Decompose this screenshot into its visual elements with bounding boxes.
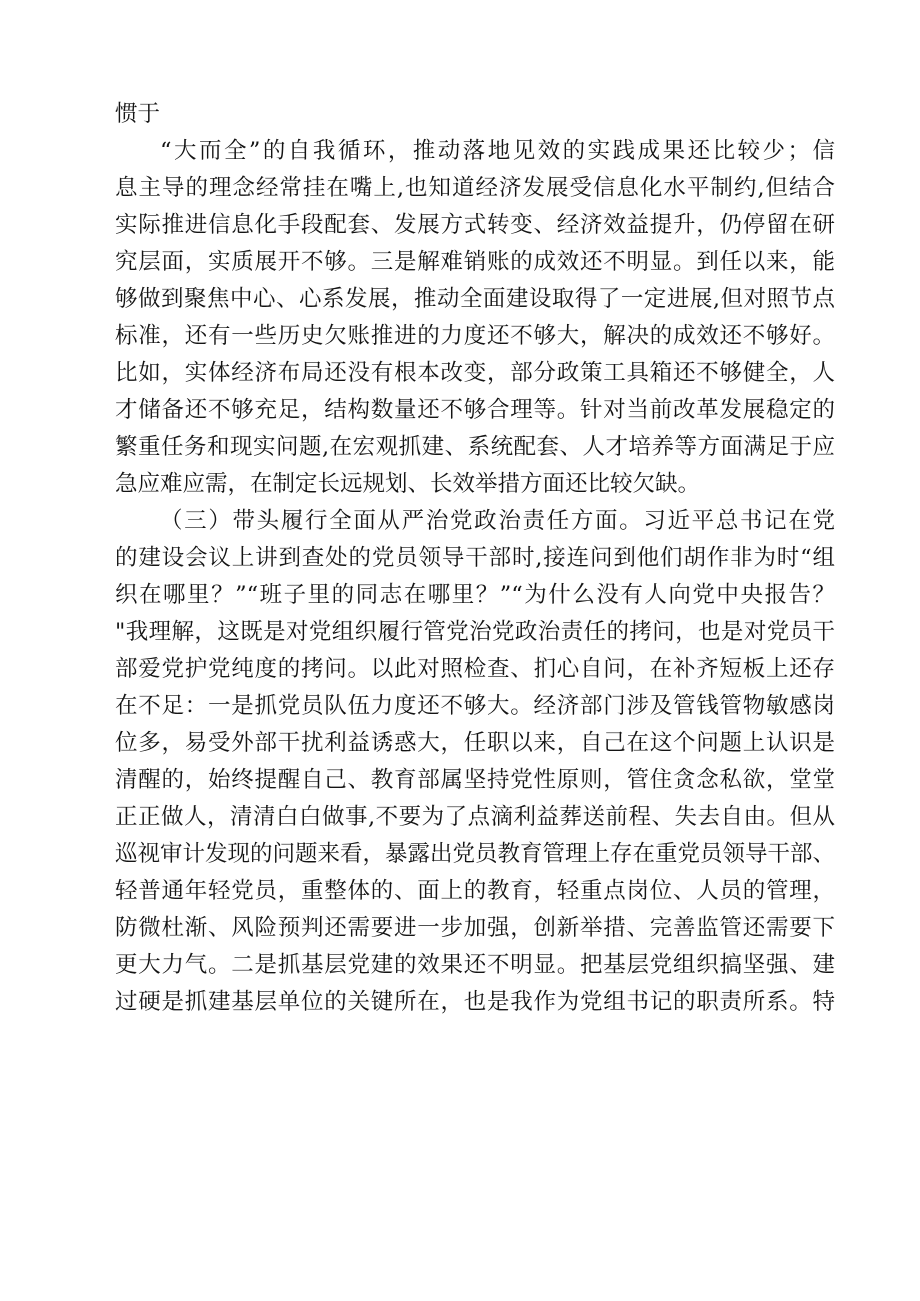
text-line: 急应难应需，在制定长远规划、长效举措方面还比较欠缺。	[115, 471, 701, 497]
text-line: 实际推进信息化手段配套、发展方式转变、经济效益提升，仍停留在研	[115, 212, 835, 238]
text-line: “大而全”的自我循环，推动落地见效的实践成果还比较少；信	[160, 138, 835, 164]
text-line: 清醒的，始终提醒自己、教育部属坚持党性原则，管住贪念私欲，堂堂	[115, 767, 835, 793]
text-line: 才储备还不够充足，结构数量还不够合理等。针对当前改革发展稳定的	[115, 397, 835, 423]
text-line: 够做到聚焦中心、心系发展，推动全面建设取得了一定进展,但对照节点	[115, 286, 835, 312]
text-line: 巡视审计发现的问题来看，暴露出党员教育管理上存在重党员领导干部、	[115, 841, 835, 867]
text-line: 息主导的理念经常挂在嘴上,也知道经济发展受信息化水平制约,但结合	[115, 175, 835, 201]
text-line: 轻普通年轻党员，重整体的、面上的教育，轻重点岗位、人员的管理，	[115, 878, 835, 904]
text-line: 正正做人，清清白白做事,不要为了点滴利益葬送前程、失去自由。但从	[115, 804, 835, 830]
text-line: 繁重任务和现实问题,在宏观抓建、系统配套、人才培养等方面满足于应	[115, 434, 835, 460]
text-line: 惯于	[115, 101, 161, 127]
text-line: 的建设会议上讲到查处的党员领导干部时,接连问到他们胡作非为时“组	[115, 545, 835, 571]
text-line: 过硬是抓建基层单位的关键所在，也是我作为党组书记的职责所系。特	[115, 989, 835, 1015]
text-line: 部爱党护党纯度的拷问。以此对照检查、扪心自问，在补齐短板上还存	[115, 656, 835, 682]
text-line: 织在哪里？”“班子里的同志在哪里？”“为什么没有人向党中央报告？	[115, 582, 835, 608]
text-line: （三）带头履行全面从严治党政治责任方面。习近平总书记在党	[160, 508, 835, 534]
text-line: 标准，还有一些历史欠账推进的力度还不够大，解决的成效还不够好。	[115, 323, 835, 349]
text-line: 究层面，实质展开不够。三是解难销账的成效还不明显。到任以来，能	[115, 249, 835, 275]
text-line: 防微杜渐、风险预判还需要进一步加强，创新举措、完善监管还需要下	[115, 915, 835, 941]
body-text	[115, 96, 835, 1021]
text-line: 在不足：一是抓党员队伍力度还不够大。经济部门涉及管钱管物敏感岗	[115, 693, 835, 719]
text-line: 更大力气。二是抓基层党建的效果还不明显。把基层党组织搞坚强、建	[115, 952, 835, 978]
text-line: "我理解，这既是对党组织履行管党治党政治责任的拷问，也是对党员干	[115, 619, 835, 645]
text-line: 比如，实体经济布局还没有根本改变，部分政策工具箱还不够健全，人	[115, 360, 835, 386]
text-line: 位多，易受外部干扰利益诱惑大，任职以来，自己在这个问题上认识是	[115, 730, 835, 756]
